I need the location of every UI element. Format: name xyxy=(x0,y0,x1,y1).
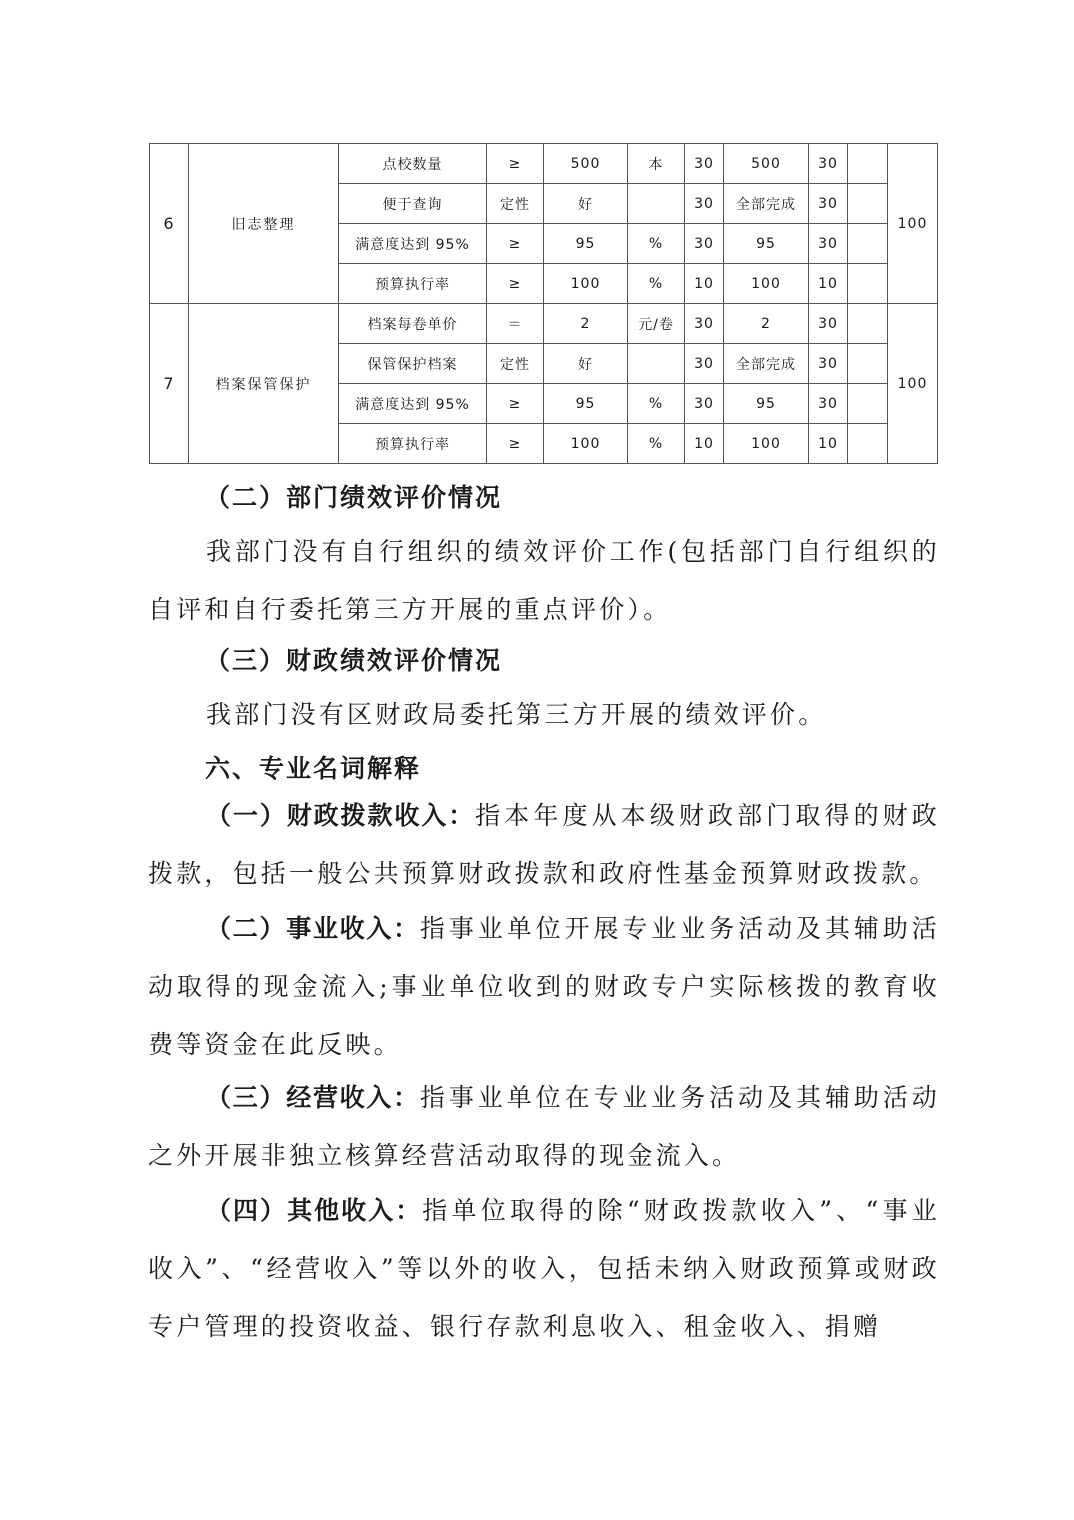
table-cell: 30 xyxy=(685,144,724,184)
table-cell xyxy=(848,304,888,344)
table-cell: 30 xyxy=(809,344,848,384)
table-cell xyxy=(848,424,888,464)
table-cell: 2 xyxy=(544,304,628,344)
table-row xyxy=(150,144,938,184)
fin-eval-text: 我部门没有区财政局委托第三方开展的绩效评价。 xyxy=(206,700,827,729)
fin-eval-heading: （三）财政绩效评价情况 xyxy=(205,646,503,675)
table-cell: % xyxy=(628,264,685,304)
term-definition: 指事业单位开展专业业务活动及其辅助活动取得的现金流入;事业单位收到的财政专户实际核拨的教育收费等资金在此反映。 xyxy=(148,914,940,1059)
table-cell: 满意度达到 95% xyxy=(339,384,487,424)
table-cell: 30 xyxy=(685,304,724,344)
table-cell: 100 xyxy=(724,264,809,304)
term-label: （四）其他收入： xyxy=(206,1196,423,1225)
term-financial-appropriation xyxy=(148,787,940,903)
table-body xyxy=(150,144,938,464)
table-cell: 定性 xyxy=(487,184,544,224)
table-cell xyxy=(628,184,685,224)
table-cell: 95 xyxy=(724,384,809,424)
table-cell xyxy=(848,344,888,384)
table-cell xyxy=(848,224,888,264)
table-row xyxy=(150,304,938,344)
term-definition: 指事业单位在专业业务活动及其辅助活动之外开展非独立核算经营活动取得的现金流入。 xyxy=(148,1083,940,1170)
table-cell: 30 xyxy=(809,224,848,264)
table-cell: 100 xyxy=(544,424,628,464)
table-cell: 30 xyxy=(685,224,724,264)
table-cell: 好 xyxy=(544,344,628,384)
term-label: （一）财政拨款收入： xyxy=(206,801,476,830)
table-cell: ≥ xyxy=(487,144,544,184)
table-cell: 95 xyxy=(544,224,628,264)
table-cell xyxy=(848,264,888,304)
term-other-income xyxy=(148,1182,940,1356)
project-name: 旧志整理 xyxy=(189,144,339,304)
term-business-income xyxy=(148,900,940,1074)
table-cell: 定性 xyxy=(487,344,544,384)
performance-table xyxy=(149,143,938,464)
table-cell: 10 xyxy=(685,264,724,304)
table-cell xyxy=(848,144,888,184)
table-cell: 档案每卷单价 xyxy=(339,304,487,344)
table-cell: 10 xyxy=(809,264,848,304)
table-cell: 预算执行率 xyxy=(339,264,487,304)
table-cell xyxy=(848,184,888,224)
table-cell: 500 xyxy=(724,144,809,184)
table-cell: % xyxy=(628,424,685,464)
table-cell: % xyxy=(628,224,685,264)
table-cell: 好 xyxy=(544,184,628,224)
table-cell: 便于查询 xyxy=(339,184,487,224)
table-cell: 预算执行率 xyxy=(339,424,487,464)
term-operating-income xyxy=(148,1069,940,1185)
term-definition: 指本年度从本级财政部门取得的财政拨款，包括一般公共预算财政拨款和政府性基金预算财政拨款。 xyxy=(148,801,940,888)
term-definition: 指单位取得的除“财政拨款收入”、“事业收入”、“经营收入”等以外的收入，包括未纳入财政预算或财政专户管理的投资收益、银行存款利息收入、租金收入、捐赠 xyxy=(148,1196,940,1341)
table-cell: 95 xyxy=(724,224,809,264)
table-cell: 30 xyxy=(809,304,848,344)
table-cell: 全部完成 xyxy=(724,184,809,224)
table-cell: 2 xyxy=(724,304,809,344)
table-cell xyxy=(628,344,685,384)
table-cell: 95 xyxy=(544,384,628,424)
table-cell: 100 xyxy=(724,424,809,464)
table-cell: 100 xyxy=(544,264,628,304)
dept-eval-heading: （二）部门绩效评价情况 xyxy=(205,483,503,512)
total-score: 100 xyxy=(888,144,938,304)
table-cell: 30 xyxy=(809,144,848,184)
term-label: （三）经营收入： xyxy=(206,1083,420,1112)
table-cell: ≥ xyxy=(487,224,544,264)
table-cell: 500 xyxy=(544,144,628,184)
glossary-heading: 六、专业名词解释 xyxy=(205,754,422,783)
table-cell: 10 xyxy=(809,424,848,464)
table-cell xyxy=(848,384,888,424)
table-cell: 30 xyxy=(685,384,724,424)
table-cell: ≥ xyxy=(487,384,544,424)
table-cell: 30 xyxy=(809,184,848,224)
table-cell: 保管保护档案 xyxy=(339,344,487,384)
table-cell: 全部完成 xyxy=(724,344,809,384)
table-cell: 点校数量 xyxy=(339,144,487,184)
table-cell: 本 xyxy=(628,144,685,184)
table-cell: % xyxy=(628,384,685,424)
term-label: （二）事业收入： xyxy=(206,914,420,943)
table-cell: ＝ xyxy=(487,304,544,344)
table-cell: ≥ xyxy=(487,264,544,304)
table-cell: 元/卷 xyxy=(628,304,685,344)
table-cell: ≥ xyxy=(487,424,544,464)
table-cell: 30 xyxy=(685,344,724,384)
table-cell: 满意度达到 95% xyxy=(339,224,487,264)
total-score: 100 xyxy=(888,304,938,464)
project-name: 档案保管保护 xyxy=(189,304,339,464)
table-cell: 30 xyxy=(809,384,848,424)
row-number: 7 xyxy=(150,304,189,464)
row-number: 6 xyxy=(150,144,189,304)
table-cell: 30 xyxy=(685,184,724,224)
dept-eval-text: 我部门没有自行组织的绩效评价工作(包括部门自行组织的自评和自行委托第三方开展的重点评价）。 xyxy=(148,537,940,624)
table-cell: 10 xyxy=(685,424,724,464)
